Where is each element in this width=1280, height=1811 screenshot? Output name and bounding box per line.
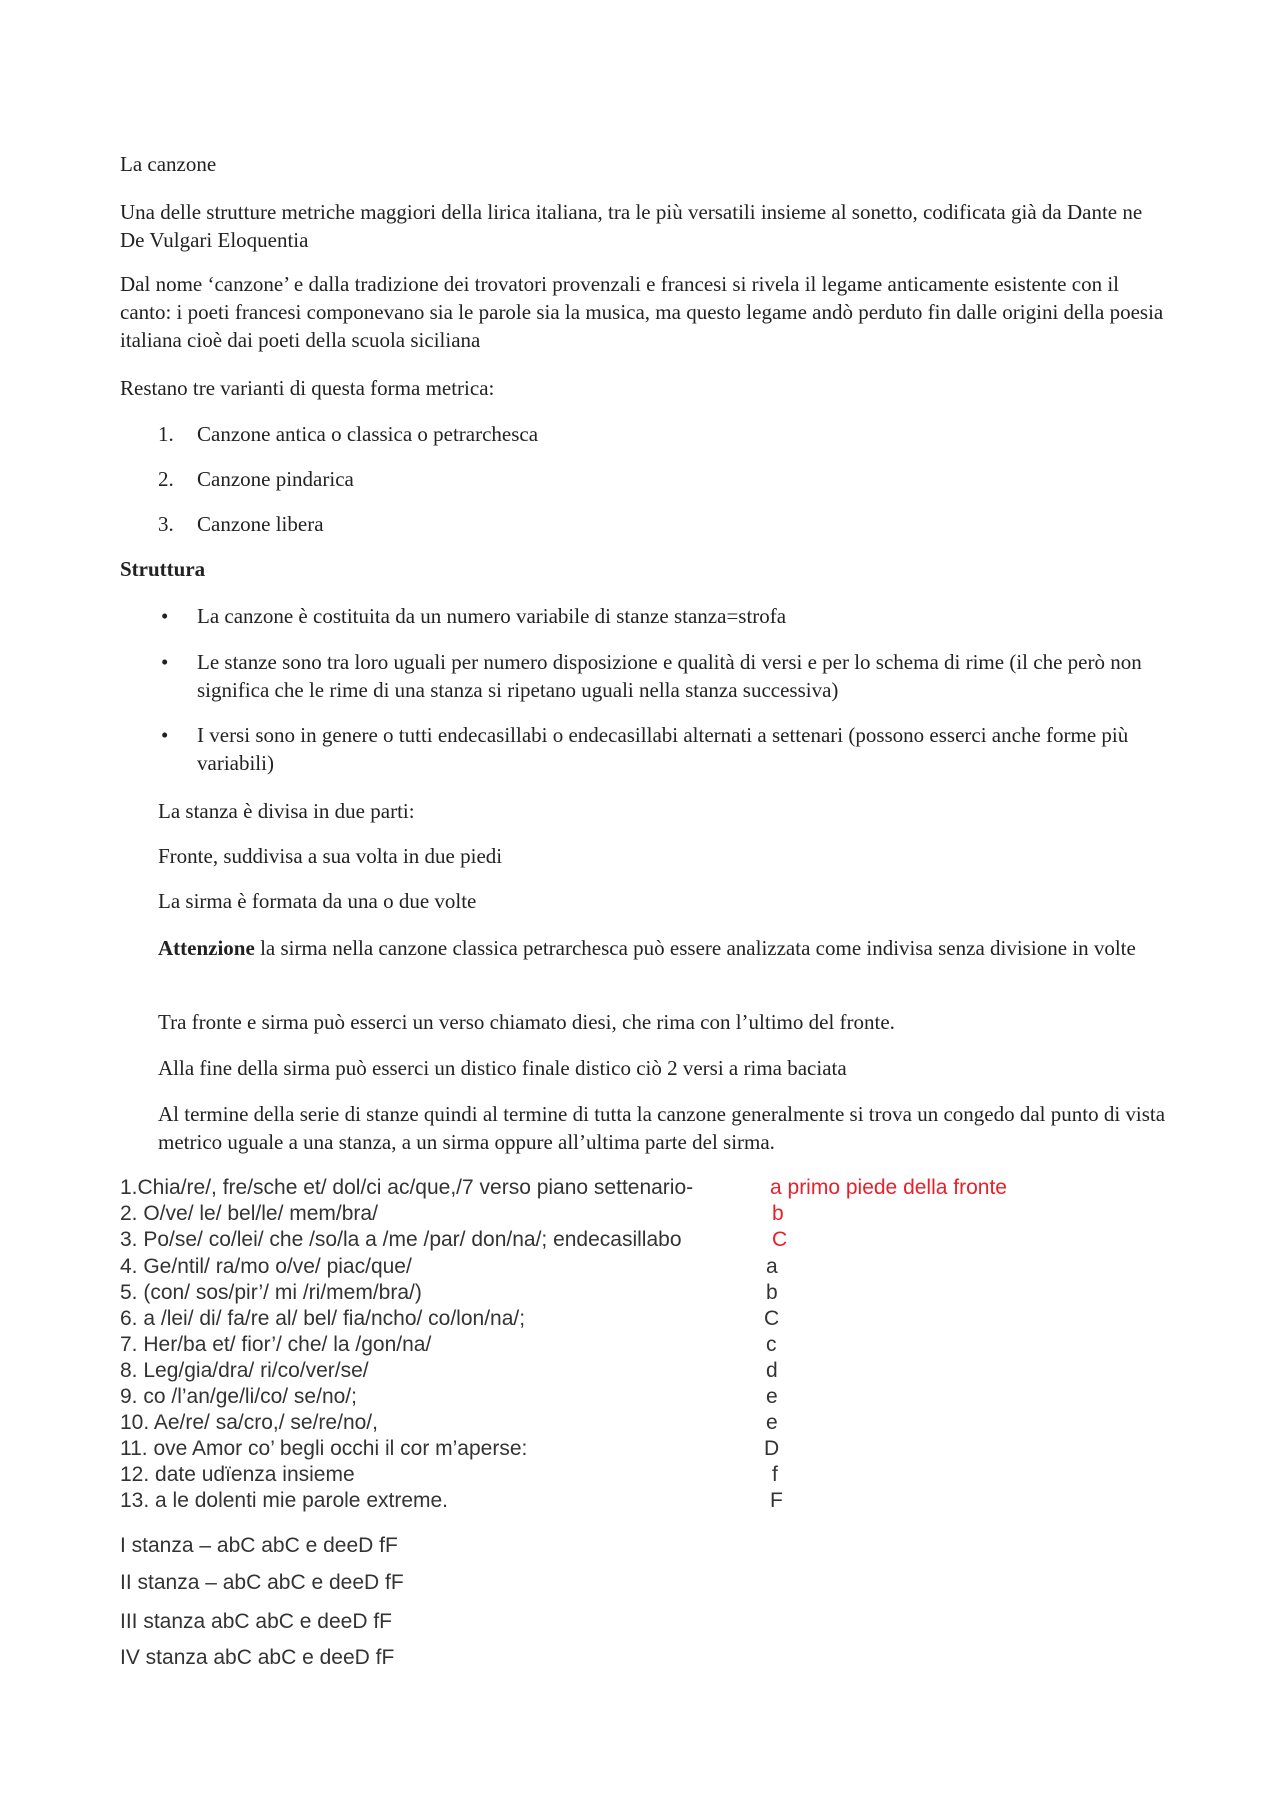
verse-text: 11. ove Amor co’ begli occhi il cor m’aperse:	[120, 1437, 528, 1460]
stanza-scheme: I stanza – abC abC e deeD fF	[120, 1534, 398, 1557]
intro-paragraph-3: Restano tre varianti di questa forma metrica:	[120, 376, 495, 400]
list-item-text: I versi sono in genere o tutti endecasillabi o endecasillabi alternati a settenari (possono esserci anche forme più variabili)	[197, 723, 1129, 775]
stanza-scheme: IV stanza abC abC e deeD fF	[120, 1646, 395, 1669]
list-item-text: Canzone pindarica	[197, 467, 354, 491]
list-item-text: Canzone libera	[197, 512, 324, 536]
rhyme-letter: e	[766, 1411, 778, 1434]
intro-paragraph-1: Una delle strutture metriche maggiori della lirica italiana, tra le più versatili insieme al sonetto, codificata già da Dante ne De Vulgari Eloquentia	[120, 200, 1143, 252]
verse-text: 10. Ae/re/ sa/cro,/ se/re/no/,	[120, 1411, 378, 1434]
attention-label: Attenzione	[158, 936, 255, 960]
intro-paragraph-2: Dal nome ‘canzone’ e dalla tradizione dei trovatori provenzali e francesi si rivela il legame anticamente esistente con il canto: i poeti francesi componevano sia le parole sia la musica, ma questo legame andò perduto fin dalle origini della poesia italiana cioè dai poeti della scuola siciliana	[120, 272, 1164, 352]
verse-text: 9. co /l’an/ge/li/co/ se/no/;	[120, 1385, 357, 1408]
attention-paragraph	[158, 934, 1170, 962]
stanza-scheme: III stanza abC abC e deeD fF	[120, 1610, 392, 1633]
verse-text: 2. O/ve/ le/ bel/le/ mem/bra/	[120, 1202, 378, 1225]
stanza-paragraph-1: La stanza è divisa in due parti:	[158, 799, 415, 823]
attention-text: la sirma nella canzone classica petrarchesca può essere analizzata come indivisa senza divisione in volte	[254, 936, 1136, 960]
rhyme-letter: d	[766, 1359, 778, 1382]
bullet-icon: •	[161, 650, 169, 674]
rhyme-letter: C	[772, 1228, 788, 1251]
rhyme-letter: c	[766, 1333, 777, 1356]
stanza-scheme: II stanza – abC abC e deeD fF	[120, 1571, 404, 1594]
list-number: 1.	[158, 422, 174, 446]
list-item-text: Le stanze sono tra loro uguali per numero disposizione e qualità di versi e per lo schema di rime (il che però non significa che le rime di una stanza si ripetano uguali nella stanza successiva)	[197, 650, 1142, 702]
stanza-paragraph-2: Fronte, suddivisa a sua volta in due piedi	[158, 844, 503, 868]
verse-text: 13. a le dolenti mie parole extreme.	[120, 1489, 449, 1512]
verse-text: 3. Po/se/ co/lei/ che /so/la a /me /par/ don/na/; endecasillabo	[120, 1228, 682, 1251]
stanza-paragraph-3: La sirma è formata da una o due volte	[158, 889, 477, 913]
rhyme-letter: b	[766, 1281, 778, 1304]
list-number: 2.	[158, 467, 174, 491]
list-item-text: Canzone antica o classica o petrarchesca	[197, 422, 539, 446]
stanza-paragraph-5: Tra fronte e sirma può esserci un verso chiamato diesi, che rima con l’ultimo del fronte.	[158, 1010, 895, 1034]
rhyme-letter: f	[772, 1463, 778, 1486]
verse-text: 1.Chia/re/, fre/sche et/ dol/ci ac/que,/7 verso piano settenario-	[120, 1176, 694, 1199]
bullet-icon: •	[161, 723, 169, 747]
verse-text: 5. (con/ sos/pir’/ mi /ri/mem/bra/)	[120, 1281, 422, 1304]
rhyme-letter: F	[770, 1489, 783, 1512]
stanza-paragraph-7: Al termine della serie di stanze quindi al termine di tutta la canzone generalmente si trova un congedo dal punto di vista metrico uguale a una stanza, a un sirma oppure all’ultima parte del sirma.	[158, 1102, 1166, 1154]
verse-text: 4. Ge/ntil/ ra/mo o/ve/ piac/que/	[120, 1255, 412, 1278]
rhyme-letter: C	[764, 1307, 780, 1330]
bullet-icon: •	[161, 604, 169, 628]
document-title: La canzone	[120, 152, 217, 176]
stanza-paragraph-6: Alla fine della sirma può esserci un distico finale distico ciò 2 versi a rima baciata	[158, 1056, 847, 1080]
verse-text: 8. Leg/gia/dra/ ri/co/ver/se/	[120, 1359, 369, 1382]
rhyme-letter: a primo piede della fronte	[770, 1176, 1007, 1199]
rhyme-letter: a	[766, 1255, 778, 1278]
list-item-text: La canzone è costituita da un numero variabile di stanze stanza=strofa	[197, 604, 787, 628]
verse-text: 6. a /lei/ di/ fa/re al/ bel/ fia/ncho/ co/lon/na/;	[120, 1307, 526, 1330]
rhyme-letter: e	[766, 1385, 778, 1408]
structure-heading: Struttura	[120, 557, 206, 581]
verse-text: 12. date udïenza insieme	[120, 1463, 355, 1486]
list-number: 3.	[158, 512, 174, 536]
rhyme-letter: D	[764, 1437, 780, 1460]
verse-text: 7. Her/ba et/ fior’/ che/ la /gon/na/	[120, 1333, 432, 1356]
rhyme-letter: b	[772, 1202, 784, 1225]
